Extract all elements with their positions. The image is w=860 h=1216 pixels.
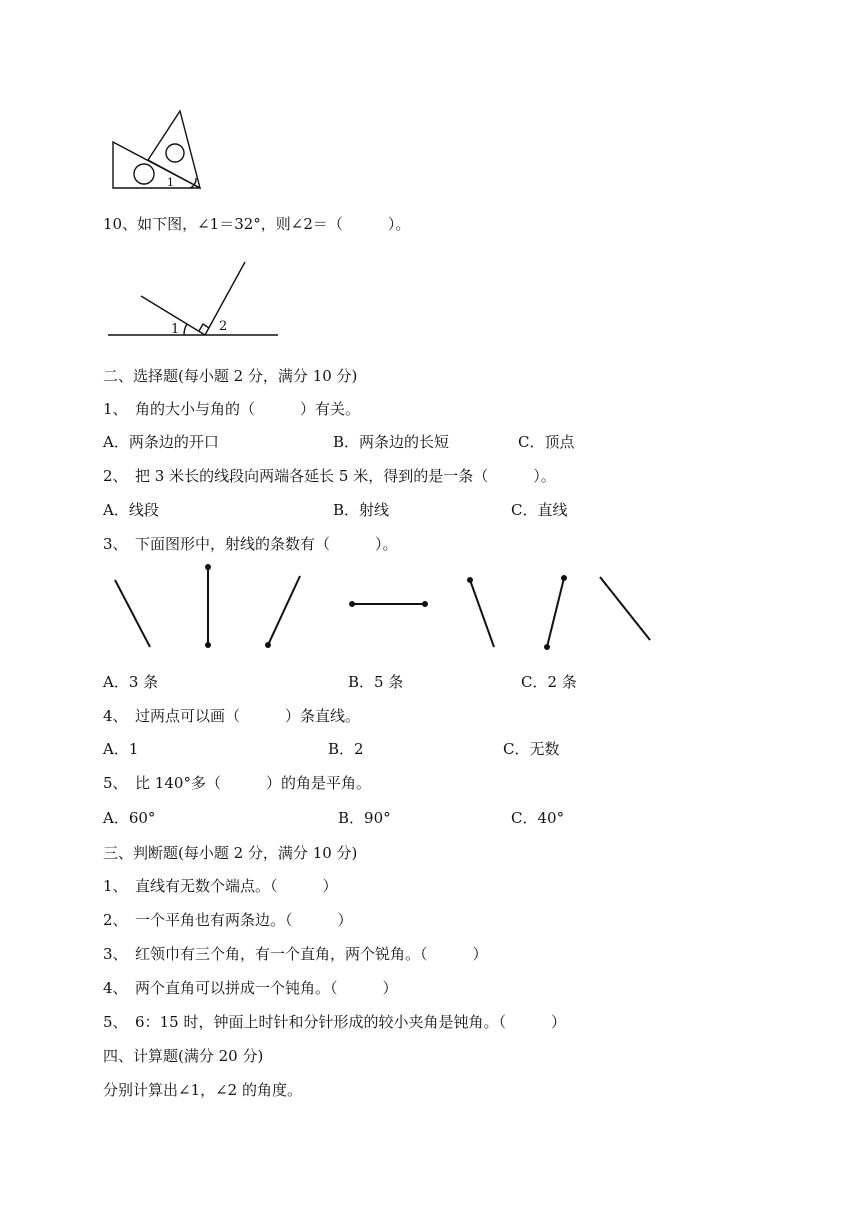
set-square-angle-label: 1	[167, 176, 174, 189]
tf-item-5: 5、 6：15 时，钟面上时针和分针形成的较小夹角是钝角。（ ）	[103, 1013, 566, 1031]
tf-item-3: 3、 红领巾有三个角，有一个直角，两个锐角。（ ）	[103, 945, 488, 963]
mc-q1-stem: 1、 角的大小与角的（ ）有关。	[103, 400, 361, 418]
mc-q3-option-a: A．3 条	[103, 673, 159, 691]
tf-item-2: 2、 一个平角也有两条边。（ ）	[103, 911, 353, 929]
section4-heading: 四、计算题(满分 20 分)	[103, 1047, 264, 1065]
mc-q2-option-c: C．直线	[511, 501, 568, 519]
q10-text: 10、如下图，∠1＝32°，则∠2＝（ ）。	[103, 215, 411, 233]
mc-q2-option-b: B．射线	[333, 501, 390, 519]
mc-q3-option-c: C．2 条	[521, 673, 577, 691]
mc-q1-option-c: C．顶点	[518, 433, 575, 451]
mc-q4-option-b: B．2	[328, 740, 364, 758]
mc-q4-option-c: C．无数	[503, 740, 560, 758]
section2-heading: 二、选择题(每小题 2 分，满分 10 分)	[103, 367, 358, 385]
mc-q4-stem: 4、 过两点可以画（ ）条直线。	[103, 707, 361, 725]
angle-label-1: 1	[171, 322, 180, 337]
mc-q1-option-a: A．两条边的开口	[103, 433, 219, 451]
mc-q5-stem: 5、 比 140°多（ ）的角是平角。	[103, 774, 371, 792]
mc-q4-option-a: A．1	[103, 740, 139, 758]
mc-q3-option-b: B．5 条	[348, 673, 404, 691]
section4-instruction: 分别计算出∠1，∠2 的角度。	[103, 1081, 302, 1099]
tf-item-1: 1、 直线有无数个端点。（ ）	[103, 877, 338, 895]
section3-heading: 三、判断题(每小题 2 分，满分 10 分)	[103, 844, 358, 862]
mc-q5-option-b: B．90°	[338, 809, 391, 827]
angle-label-2: 2	[219, 319, 228, 334]
mc-q2-option-a: A．线段	[103, 501, 159, 519]
tf-item-4: 4、 两个直角可以拼成一个钝角。（ ）	[103, 979, 398, 997]
mc-q5-option-c: C．40°	[511, 809, 565, 827]
mc-q3-stem: 3、 下面图形中，射线的条数有（ ）。	[103, 535, 398, 553]
mc-q2-stem: 2、 把 3 米长的线段向两端各延长 5 米，得到的是一条（ ）。	[103, 467, 556, 485]
mc-q1-option-b: B．两条边的长短	[333, 433, 450, 451]
mc-q5-option-a: A．60°	[103, 809, 156, 827]
